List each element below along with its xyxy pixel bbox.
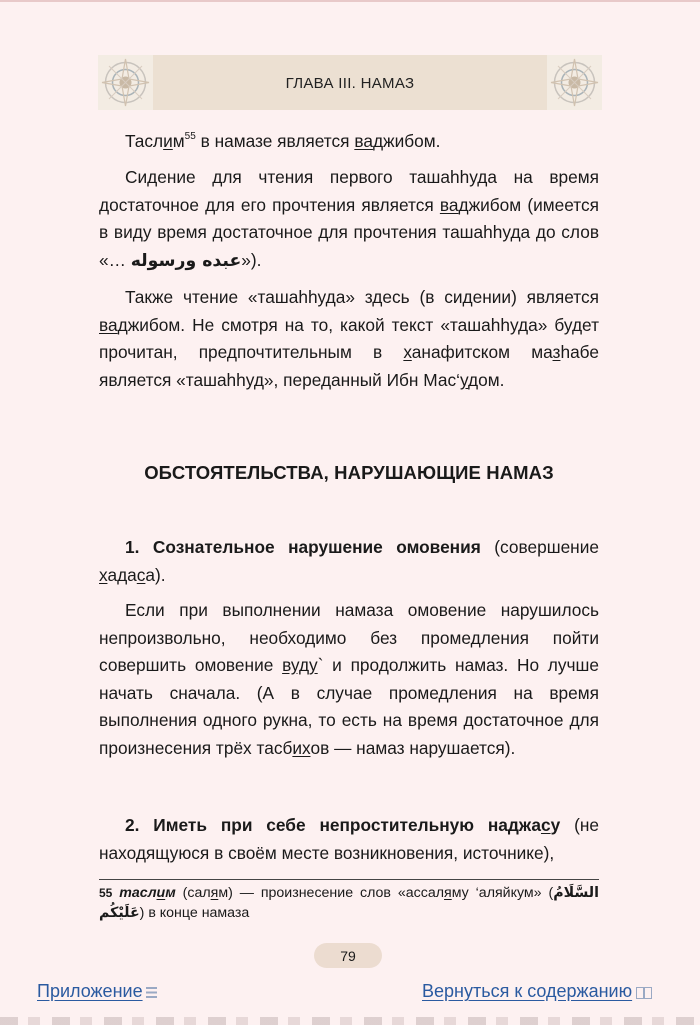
- paragraph-text: Также чтение «ташаhhуда» здесь (в сидении) является ваджибом. Не смотря на то, какой текст «ташаhhуда» будет прочитан, предпочтительным в ханафитском мазhабе является «ташаhhуд», переданный Ибн Мас‘удом.: [99, 287, 599, 390]
- list-item: [99, 812, 599, 867]
- next-page-edge: [0, 1017, 700, 1025]
- list-item: [99, 534, 599, 589]
- paragraph-text: Сидение для чтения первого ташаhhуда на время достаточное для его прочтения является ваджибом (имеется в виду время достаточное для прочтения ташаhhуда до слов «… عبده ورسوله»).: [99, 167, 599, 271]
- back-to-contents-link[interactable]: [422, 981, 652, 1002]
- top-rule: [0, 0, 700, 2]
- back-to-contents-label: Вернуться к содержанию: [422, 981, 633, 1001]
- paragraph: [99, 128, 599, 156]
- footnote-number: 55: [99, 886, 113, 900]
- paragraph: [99, 164, 599, 275]
- list-item-text: 2. Иметь при себе непростительную наджасу (не находящуюся в своём месте возникновения, источнике),: [99, 815, 599, 863]
- page-number: 79: [314, 943, 382, 968]
- section-heading: ОБСТОЯТЕЛЬСТВА, НАРУШАЮЩИЕ НАМАЗ: [144, 462, 554, 483]
- chapter-title: ГЛАВА III. НАМАЗ: [285, 75, 415, 92]
- appendix-link[interactable]: [37, 981, 157, 1002]
- book-icon: [636, 987, 652, 998]
- menu-icon: [146, 987, 157, 998]
- paragraph: [99, 597, 599, 763]
- footnote-text: таслим (салям) — произнесение слов «ассаляму ‘аляйкум» (السَّلَامُ عَلَيْكُم) в конце намаза: [99, 885, 599, 921]
- paragraph: [99, 284, 599, 394]
- footnote-divider: [99, 879, 599, 880]
- paragraph-text: Таслим$^{55}$ в намазе является ваджибом.: [125, 131, 441, 151]
- list-item-text: 1. Сознательное нарушение омовения (совершение хадаса).: [99, 537, 599, 585]
- ornament-left-icon: [98, 55, 153, 110]
- footnote: [99, 883, 599, 923]
- appendix-link-label: Приложение: [37, 981, 143, 1001]
- ornament-right-icon: [547, 55, 602, 110]
- page-header: [98, 55, 602, 110]
- paragraph-text: Если при выполнении намаза омовение нарушилось непроизвольно, необходимо без промедления пойти совершить омовение вуду` и продолжить намаз. Но лучше начать сначала. (А в случае промедления на время выполнения одного рукна, то есть на время достаточное для произнесения трёх тасбихов — намаз нарушается).: [99, 600, 600, 758]
